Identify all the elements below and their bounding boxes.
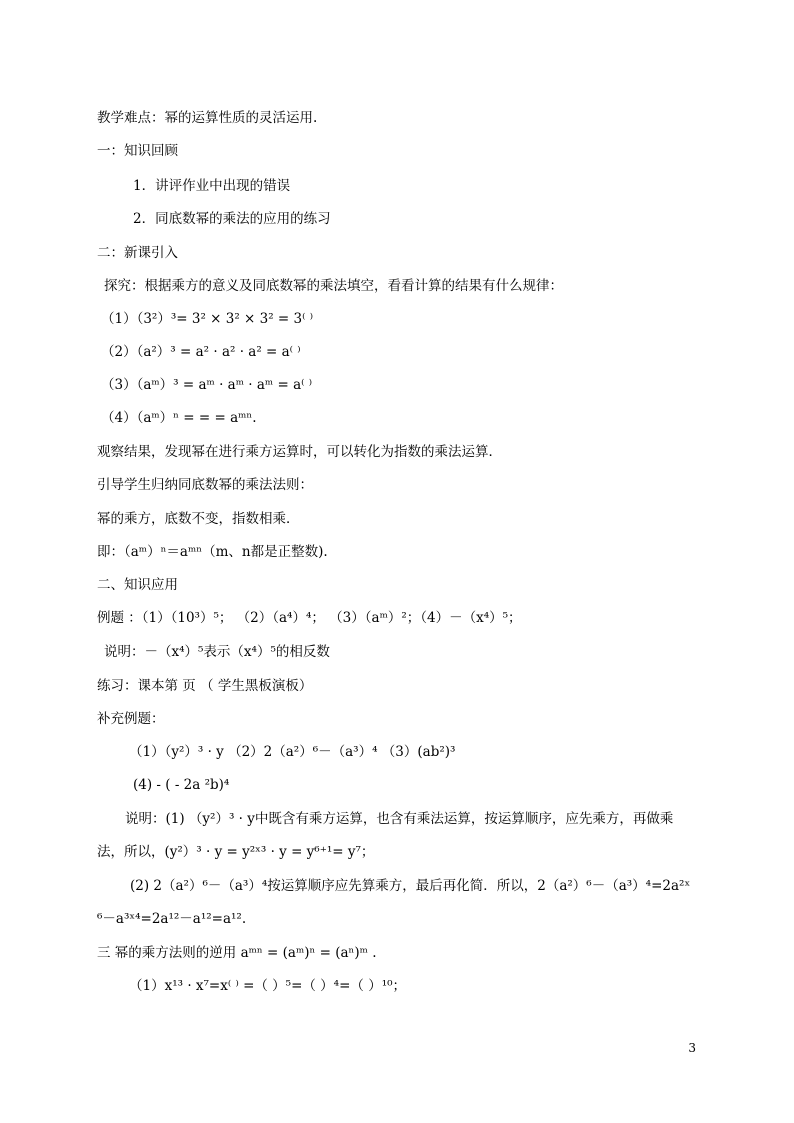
rule-statement: 幂的乘方，底数不变，指数相乘． <box>97 511 300 527</box>
explanation-1-line-1: 说明：(1) （y²）³ · y中既含有乘方运算，也含有乘法运算，按运算顺序，应先乘方，再做乘 <box>125 811 674 827</box>
guide-line: 引导学生归纳同底数幂的乘法法则： <box>97 477 313 493</box>
example-line: 例题 ：（1）（10³）⁵； （2）（a⁴）⁴； （3）（aᵐ）²；（4）－（x⁴）⁵； <box>97 610 522 626</box>
review-item-1: 1．讲评作业中出现的错误 <box>133 178 291 194</box>
rule-formula: 即：（aᵐ）ⁿ＝aᵐⁿ（m、n都是正整数). <box>97 544 328 560</box>
difficulty-line: 教学难点：幂的运算性质的灵活运用. <box>97 110 318 126</box>
inverse-item-1: （1）x¹³ · x⁷=x⁽ ⁾ =（ ）⁵=（ ）⁴=（ ）¹⁰； <box>129 978 407 994</box>
observation-line: 观察结果，发现幂在进行乘方运算时，可以转化为指数的乘法运算． <box>97 444 502 460</box>
section-inverse-heading: 三 幂的乘方法则的逆用 aᵐⁿ = (aᵐ)ⁿ = (aⁿ)ᵐ . <box>97 945 377 961</box>
section-new-lesson-heading: 二：新课引入 <box>97 245 178 261</box>
page-number: 3 <box>688 1041 696 1055</box>
explore-item-3: （3）（aᵐ）³ = aᵐ · aᵐ · aᵐ = a⁽ ⁾ <box>101 377 313 393</box>
supplement-item-4: (4) - ( - 2a ²b)⁴ <box>133 777 230 793</box>
section-application-heading: 二、知识应用 <box>97 577 178 593</box>
explore-paragraph: 探究：根据乘方的意义及同底数幂的乘法填空，看看计算的结果有什么规律： <box>104 278 563 294</box>
explore-item-4: （4）（aᵐ）ⁿ = = = aᵐⁿ. <box>101 410 257 426</box>
review-item-2: 2．同底数幂的乘法的应用的练习 <box>133 211 331 227</box>
section-review-heading: 一：知识回顾 <box>97 143 178 159</box>
example-note: 说明：－（x⁴）⁵表示（x⁴）⁵的相反数 <box>104 644 330 660</box>
explanation-1-line-2: 法，所以，(y²）³ · y = y²ˣ³ · y = y⁶⁺¹= y⁷； <box>97 844 375 860</box>
explanation-2-line-1: (2) 2（a²）⁶－（a³）⁴按运算顺序应先算乘方，最后再化简．所以，2（a²）⁶－（a³）⁴=2a²ˣ <box>130 878 691 894</box>
explore-item-1: （1）（3²）³= 3² × 3² × 3² = 3⁽ ⁾ <box>101 311 314 327</box>
explanation-2-line-2: ⁶－a³ˣ⁴=2a¹²－a¹²=a¹². <box>97 911 247 927</box>
supplement-items: （1）（y²）³ · y （2）2（a²）⁶－（a³）⁴ （3）(ab²)³ <box>129 744 456 760</box>
explore-item-2: （2）（a²）³ = a² · a² · a² = a⁽ ⁾ <box>101 344 301 360</box>
supplement-heading: 补充例题： <box>97 711 165 727</box>
practice-line: 练习：课本第 页 （ 学生黑板演板） <box>97 678 313 694</box>
